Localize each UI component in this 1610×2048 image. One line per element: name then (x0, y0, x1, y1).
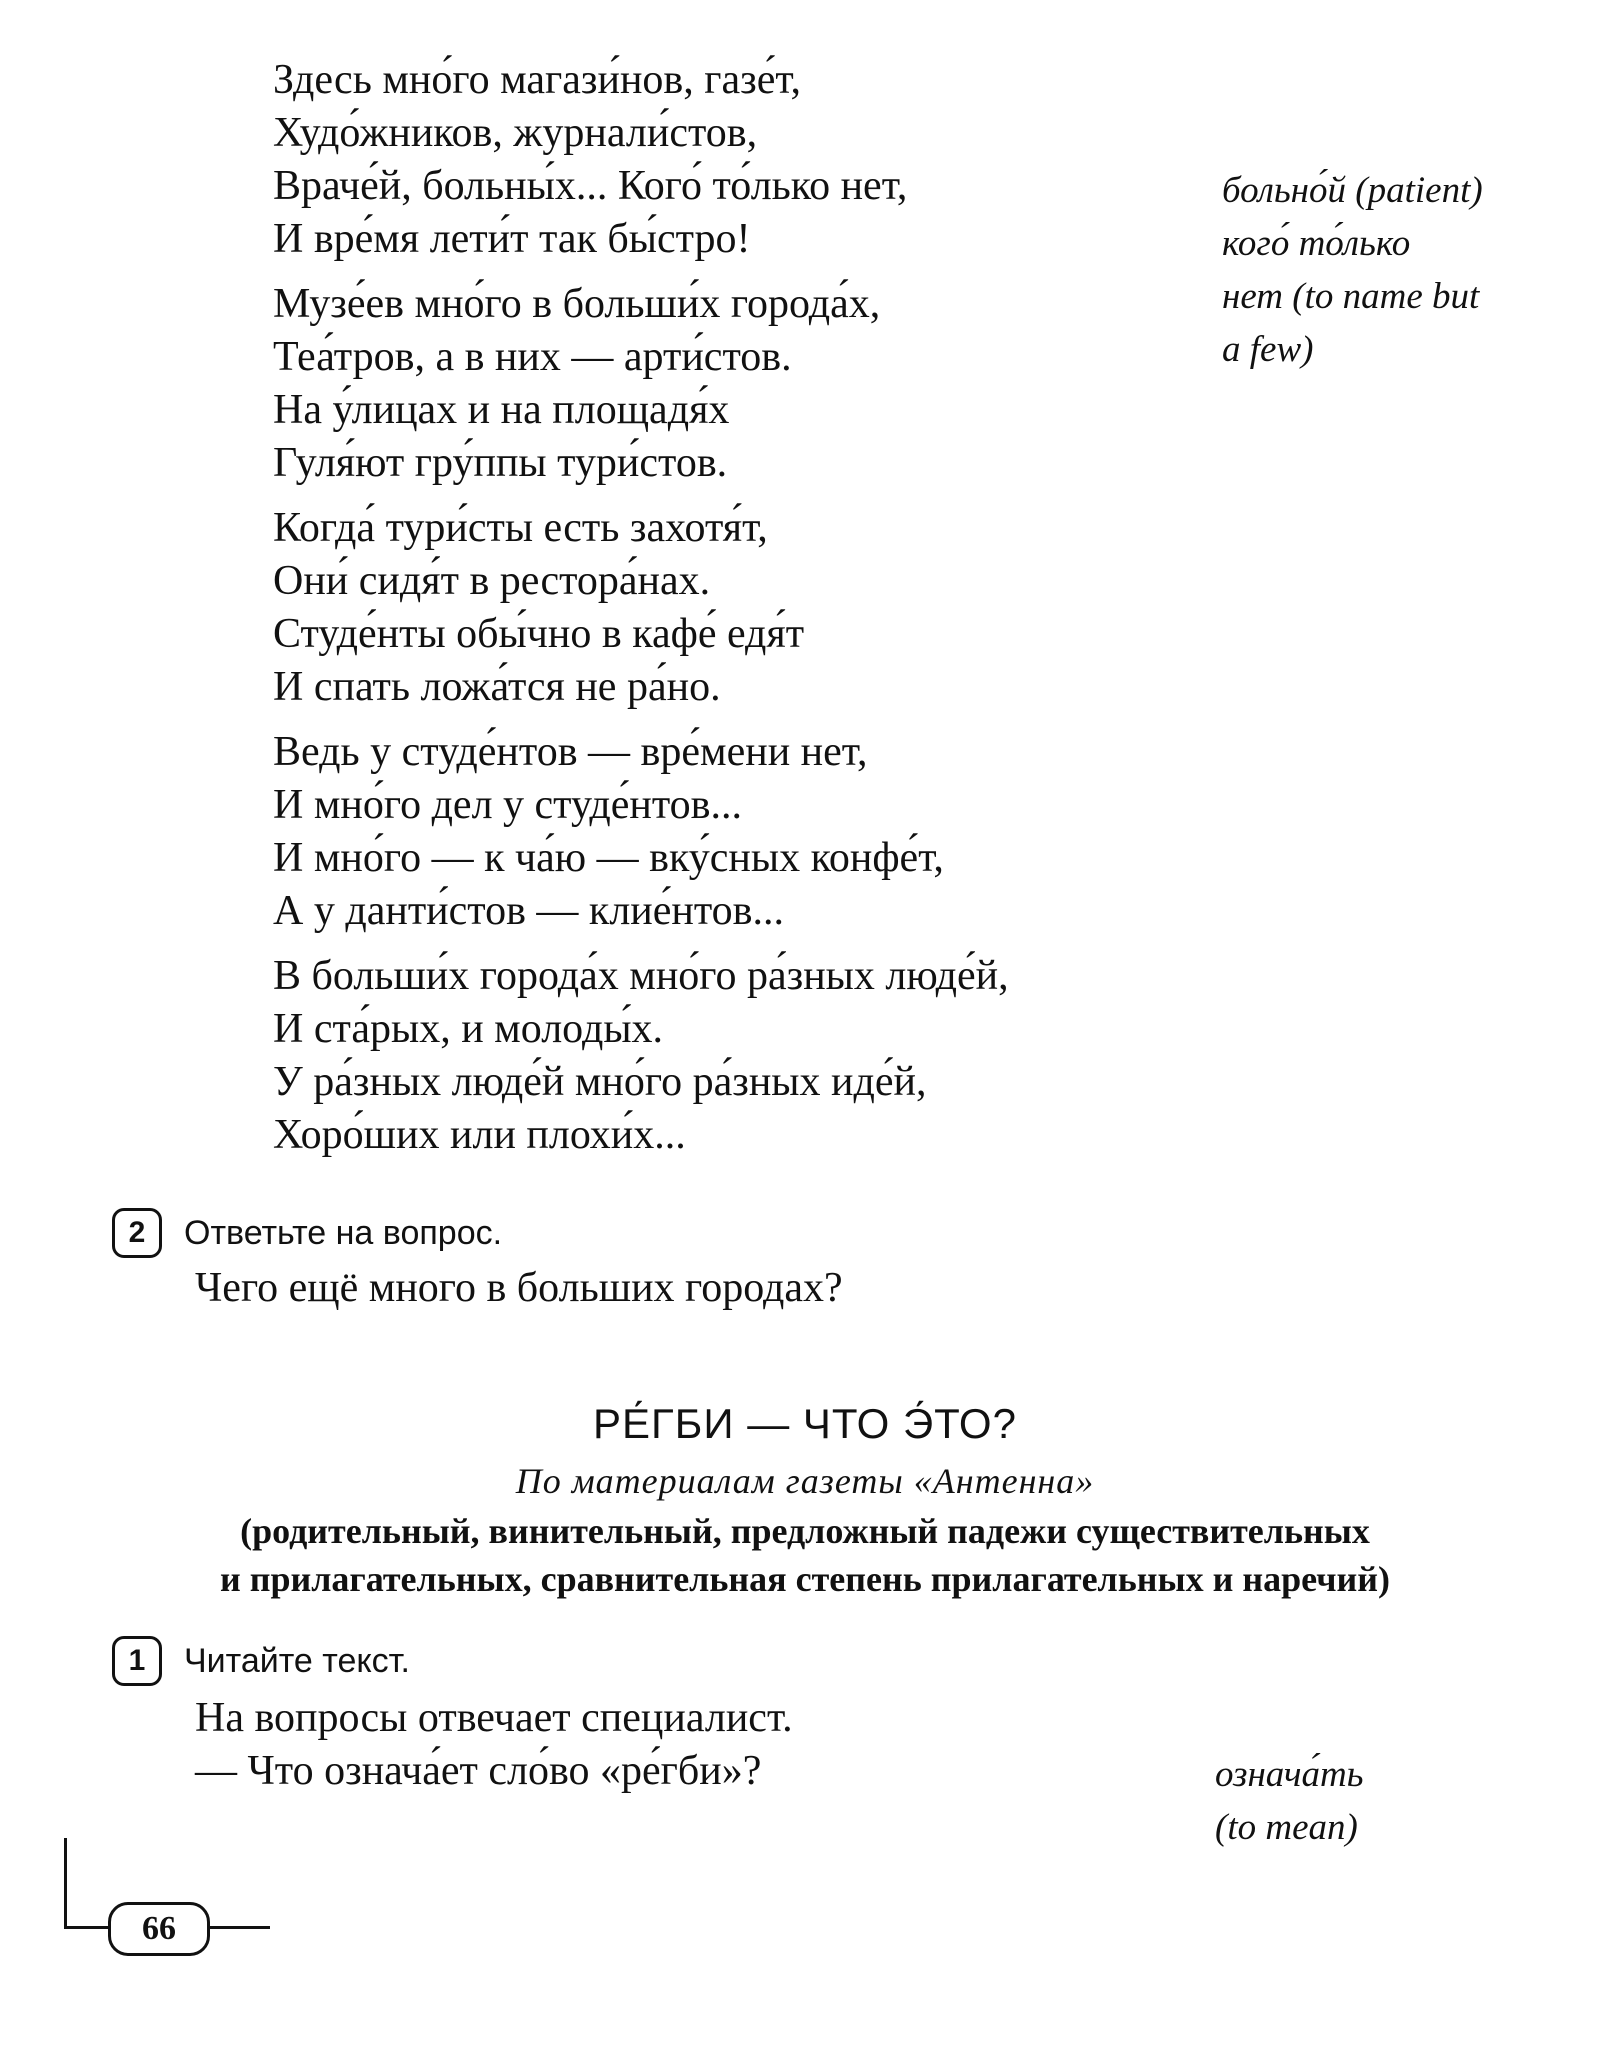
text-line: На вопросы отвечает специалист. (195, 1695, 793, 1741)
poem-line: Когда́ тури́сты есть захотя́т, (273, 505, 768, 551)
vocabulary-gloss (1215, 1748, 1575, 1854)
gloss-line: (to mean) (1215, 1807, 1358, 1848)
page-corner-line (64, 1838, 67, 1928)
task-instruction: Ответьте на вопрос. (184, 1213, 503, 1252)
text-line: — Что означа́ет сло́во «ре́гби»? (195, 1748, 762, 1794)
task-number-badge: 1 (112, 1636, 162, 1686)
gloss-line: нет (to name but (1222, 276, 1480, 317)
poem-line: У ра́зных люде́й мно́го ра́зных иде́й, (273, 1059, 927, 1105)
poem-line: Враче́й, больны́х... Кого́ то́лько нет, (273, 163, 908, 209)
grammar-note-line-1: (родительный, винительный, предложный падежи существительных (240, 1511, 1370, 1551)
poem-line: Худо́жников, журнали́стов, (273, 110, 758, 156)
poem (273, 54, 1173, 1174)
page-number-rule (210, 1926, 270, 1929)
poem-line: Студе́нты обы́чно в кафе́ едя́т (273, 611, 805, 657)
gloss-line: больно́й (patient) (1222, 170, 1483, 211)
vocabulary-gloss (1222, 164, 1582, 376)
task-instruction: Читайте текст. (184, 1641, 410, 1680)
poem-line: Хоро́ших или плохи́х... (273, 1112, 686, 1158)
poem-stanza-3 (273, 502, 1173, 714)
poem-line: Ведь у студе́нтов — вре́мени нет, (273, 729, 868, 775)
poem-stanza-1 (273, 54, 1173, 266)
poem-line: На у́лицах и на площадя́х (273, 387, 730, 433)
poem-stanza-2 (273, 278, 1173, 490)
task-2 (112, 1208, 502, 1258)
poem-stanza-5 (273, 950, 1173, 1162)
gloss-line: кого́ то́лько (1222, 223, 1411, 264)
poem-line: Здесь мно́го магази́нов, газе́т, (273, 57, 802, 103)
poem-line: И вре́мя лети́т так бы́стро! (273, 216, 751, 262)
poem-line: И мно́го дел у студе́нтов... (273, 782, 742, 828)
article-title: РЕ́ГБИ — ЧТО Э́ТО? (593, 1400, 1017, 1447)
poem-line: В больши́х города́х мно́го ра́зных люде́й, (273, 953, 1009, 999)
poem-line: Гуля́ют гру́ппы тури́стов. (273, 440, 728, 486)
page-number: 66 (108, 1902, 210, 1956)
gloss-line: означа́ть (1215, 1754, 1364, 1795)
poem-line: И мно́го — к ча́ю — вку́сных конфе́т, (273, 835, 944, 881)
poem-line: Они́ сидя́т в рестора́нах. (273, 558, 711, 604)
poem-line: И спать ложа́тся не ра́но. (273, 664, 721, 710)
poem-line: Музе́ев мно́го в больши́х города́х, (273, 281, 881, 327)
task-number-badge: 2 (112, 1208, 162, 1258)
task-1 (112, 1636, 410, 1686)
poem-line: А у данти́стов — клие́нтов... (273, 888, 785, 934)
article-source: По материалам газеты «Антенна» (515, 1461, 1095, 1501)
poem-line: Теа́тров, а в них — арти́стов. (273, 334, 792, 380)
task-question: Чего ещё много в больших городах? (195, 1265, 843, 1311)
page-corner-line (64, 1926, 108, 1929)
gloss-line: a few) (1222, 329, 1314, 370)
poem-stanza-4 (273, 726, 1173, 938)
grammar-note-line-2: и прилагательных, сравнительная степень прилагательных и наречий) (219, 1559, 1391, 1599)
poem-line: И ста́рых, и молоды́х. (273, 1006, 664, 1052)
